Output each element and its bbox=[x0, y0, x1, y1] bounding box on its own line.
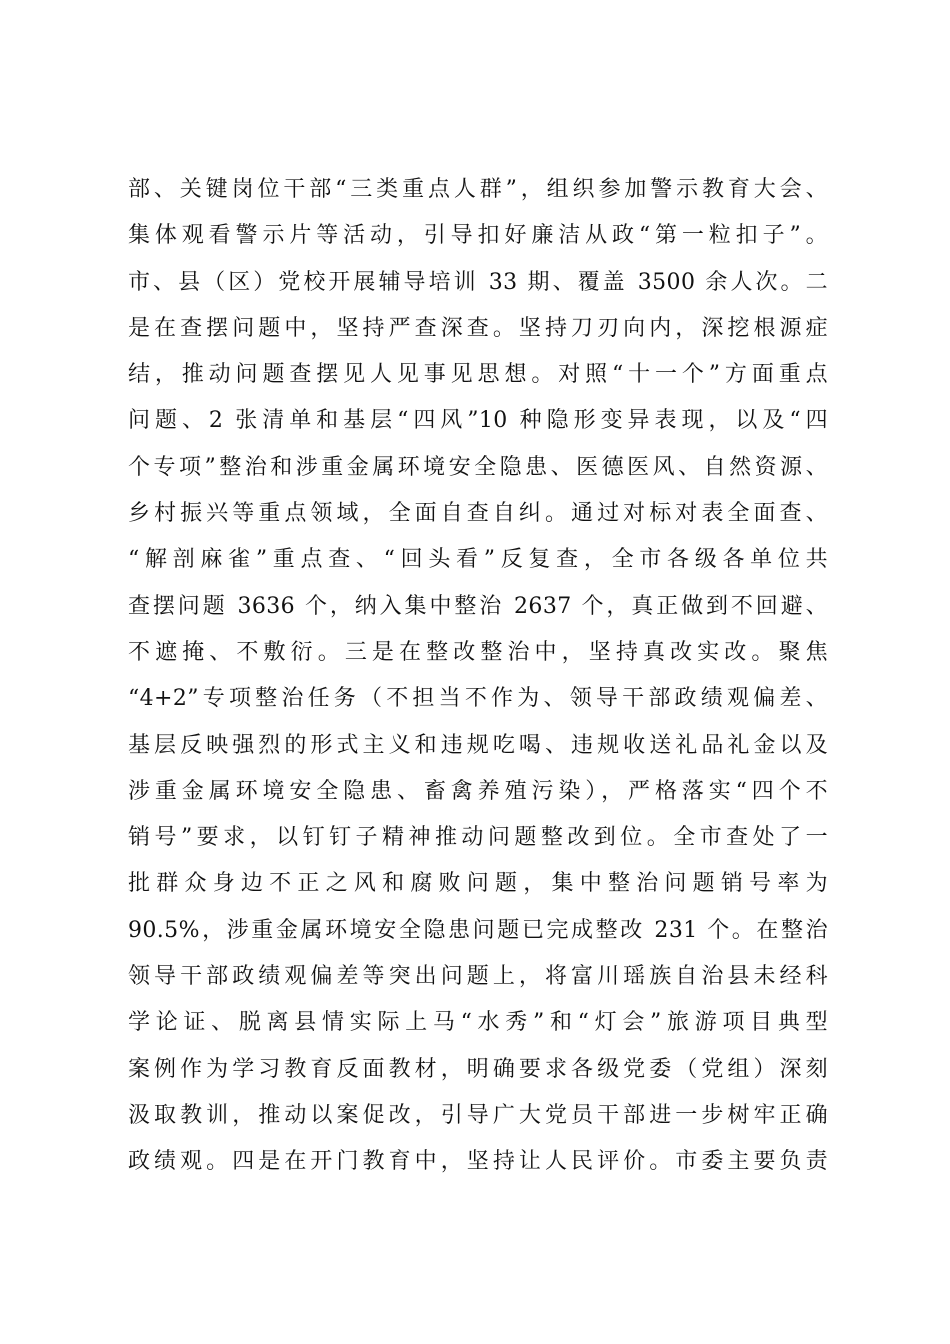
text-line: 基层反映强烈的形式主义和违规吃喝、违规收送礼品礼金以及 bbox=[128, 732, 828, 758]
text-line: 结，推动问题查摆见人见事见思想。对照“十一个”方面重点 bbox=[128, 362, 828, 388]
text-line: 学论证、脱离县情实际上马“水秀”和“灯会”旅游项目典型 bbox=[128, 1010, 828, 1036]
text-line: 是在查摆问题中，坚持严查深查。坚持刀刃向内，深挖根源症 bbox=[128, 315, 828, 341]
text-line: 问题、2 张清单和基层“四风”10 种隐形变异表现，以及“四 bbox=[128, 408, 828, 434]
body-paragraph bbox=[128, 167, 828, 1186]
text-line: 部、关键岗位干部“三类重点人群”，组织参加警示教育大会、 bbox=[128, 177, 828, 202]
text-line: 案例作为学习教育反面教材，明确要求各级党委（党组）深刻 bbox=[128, 1056, 828, 1082]
text-line: 个专项”整治和涉重金属环境安全隐患、医德医风、自然资源、 bbox=[128, 454, 828, 480]
text-line: 领导干部政绩观偏差等突出问题上，将富川瑶族自治县未经科 bbox=[128, 964, 828, 990]
text-line: 销号”要求，以钉钉子精神推动问题整改到位。全市查处了一 bbox=[128, 825, 828, 851]
text-line: 涉重金属环境安全隐患、畜禽养殖污染），严格落实“四个不 bbox=[128, 778, 828, 804]
text-line: 批群众身边不正之风和腐败问题，集中整治问题销号率为 bbox=[128, 871, 828, 897]
text-line: 政绩观。四是在开门教育中，坚持让人民评价。市委主要负责 bbox=[128, 1149, 828, 1175]
text-line: 90.5%，涉重金属环境安全隐患问题已完成整改 231 个。在整治 bbox=[128, 917, 828, 943]
text-line: 市、县（区）党校开展辅导培训 33 期、覆盖 3500 余人次。二 bbox=[128, 269, 828, 295]
text-line: 乡村振兴等重点领域，全面自查自纠。通过对标对表全面查、 bbox=[128, 501, 828, 527]
text-line: 汲取教训，推动以案促改，引导广大党员干部进一步树牢正确 bbox=[128, 1102, 828, 1128]
text-line: “4+2”专项整治任务（不担当不作为、领导干部政绩观偏差、 bbox=[128, 686, 828, 712]
text-line: 集体观看警示片等活动，引导扣好廉洁从政“第一粒扣子”。 bbox=[128, 223, 828, 249]
text-line: 不遮掩、不敷衍。三是在整改整治中，坚持真改实改。聚焦 bbox=[128, 639, 828, 665]
text-line: 查摆问题 3636 个，纳入集中整治 2637 个，真正做到不回避、 bbox=[128, 593, 828, 619]
text-line: “解剖麻雀”重点查、“回头看”反复查，全市各级各单位共 bbox=[128, 547, 828, 573]
